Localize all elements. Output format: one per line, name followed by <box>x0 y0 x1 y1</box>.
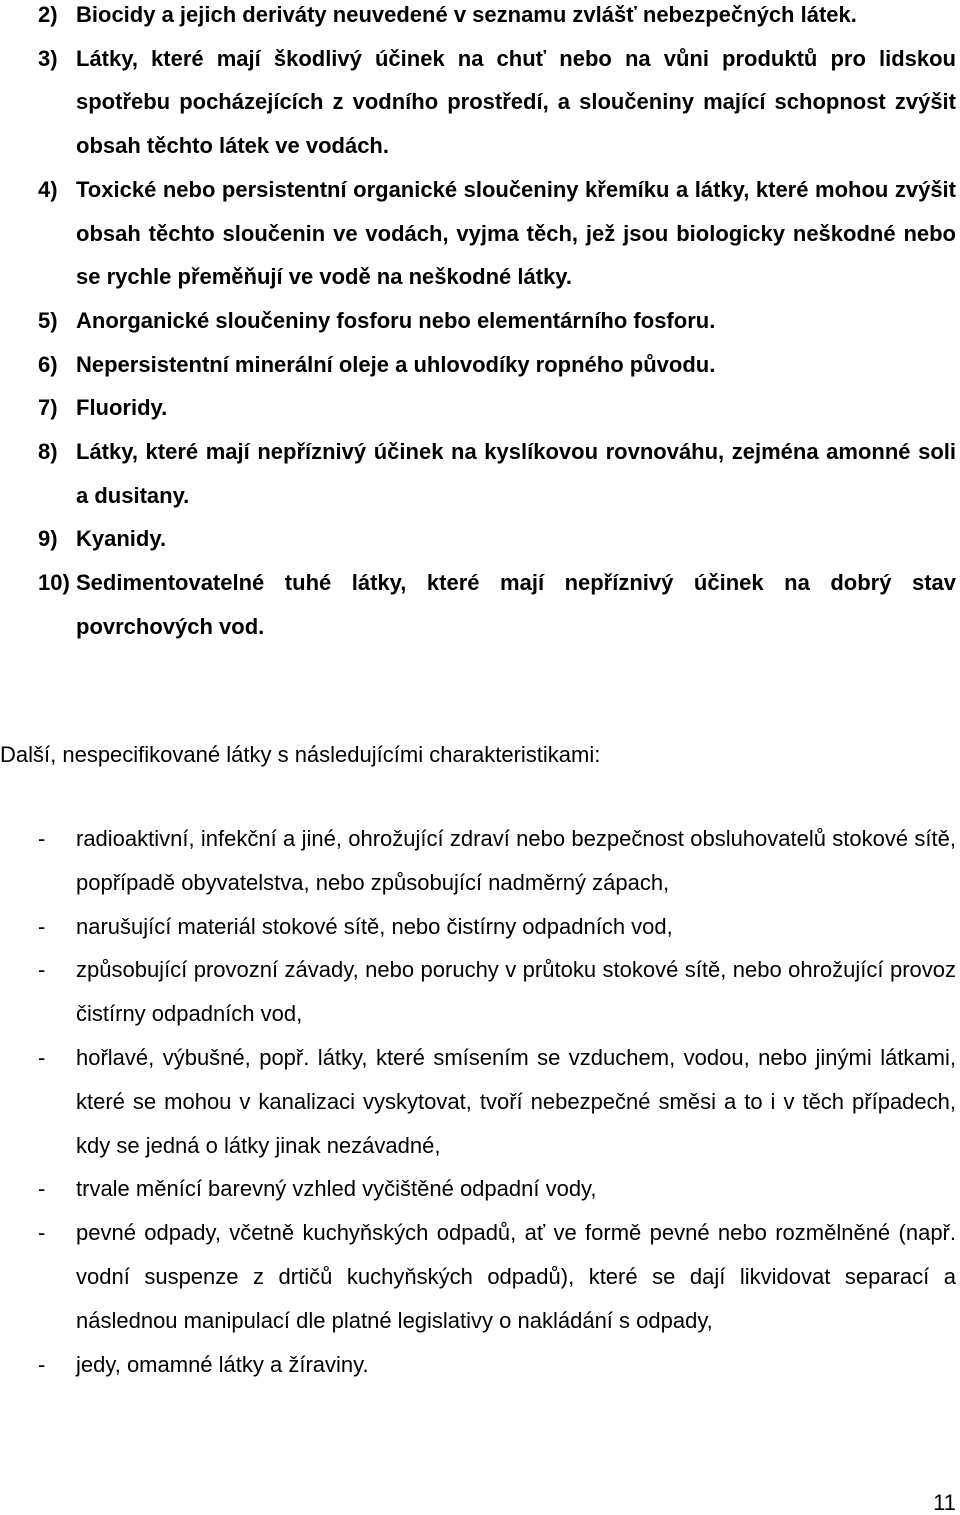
list-item-number: 7) <box>38 395 58 421</box>
list-item-dash: - <box>38 1351 46 1377</box>
page-number: 11 <box>933 1490 956 1515</box>
list-item <box>0 561 956 648</box>
list-item <box>0 905 956 949</box>
list-item-text: Fluoridy. <box>76 395 168 421</box>
list-item-dash: - <box>38 1176 46 1202</box>
list-item-dash: - <box>38 1220 46 1246</box>
list-item-number: 10) <box>38 570 70 596</box>
list-item <box>0 37 956 168</box>
list-item-number: 4) <box>38 176 58 202</box>
list-item-text: Kyanidy. <box>76 526 167 552</box>
list-item-text: Anorganické sloučeniny fosforu nebo elementárního fosforu. <box>76 307 716 333</box>
list-item-number: 9) <box>38 526 58 552</box>
list-item <box>0 343 956 387</box>
list-item-number: 5) <box>38 307 58 333</box>
list-item-text: hořlavé, výbušné, popř. látky, které smísením se vzduchem, vodou, nebo jinými látkami, které se mohou v kanalizaci vyskytovat, tvoří nebezpečné směsi a to i v těch případech, kdy se jedná o látky jinak nezávadné, <box>76 1044 956 1158</box>
list-item-text: trvale měnící barevný vzhled vyčištěné odpadní vody, <box>76 1176 597 1202</box>
list-item-dash: - <box>38 826 46 851</box>
numbered-substance-list <box>0 0 956 649</box>
list-item-text: jedy, omamné látky a žíraviny. <box>76 1351 369 1377</box>
list-item-text: pevné odpady, včetně kuchyňských odpadů, ať ve formě pevné nebo rozmělněné (např. vodní suspenze z drtičů kuchyňských odpadů), které se dají likvidovat separací a následnou manipulací dle platné legislativy o nakládání s odpady, <box>76 1220 956 1333</box>
list-item <box>0 1167 956 1211</box>
list-item-dash: - <box>38 957 46 983</box>
list-item <box>0 0 956 37</box>
list-item-text: Nepersistentní minerální oleje a uhlovodíky ropného původu. <box>76 351 716 377</box>
list-item-text: Biocidy a jejich deriváty neuvedené v seznamu zvlášť nebezpečných látek. <box>76 2 857 27</box>
list-item-dash: - <box>38 913 46 939</box>
list-item <box>0 299 956 343</box>
list-item <box>0 517 956 561</box>
list-item-number: 3) <box>38 45 58 71</box>
list-item-number: 2) <box>38 2 58 27</box>
list-item <box>0 1211 956 1342</box>
list-item <box>0 430 956 517</box>
list-item-number: 8) <box>38 439 58 465</box>
list-item <box>0 386 956 430</box>
list-item <box>0 948 956 1036</box>
list-item-text: Sedimentovatelné tuhé látky, které mají nepříznivý účinek na dobrý stav povrchových vod. <box>76 570 956 639</box>
list-item-text: narušující materiál stokové sítě, nebo čistírny odpadních vod, <box>76 913 673 939</box>
list-item-text: Látky, které mají škodlivý účinek na chuť nebo na vůni produktů pro lidskou spotřebu pocházejících z vodního prostředí, a sloučeniny mající schopnost zvýšit obsah těchto látek ve vodách. <box>76 45 956 159</box>
characteristics-intro: Další, nespecifikované látky s následujícími charakteristikami: <box>0 742 601 767</box>
list-item <box>0 1036 956 1167</box>
list-item-text: Látky, které mají nepříznivý účinek na kyslíkovou rovnováhu, zejména amonné soli a dusitany. <box>76 439 956 508</box>
list-item-text: způsobující provozní závady, nebo poruchy v průtoku stokové sítě, nebo ohrožující provoz čistírny odpadních vod, <box>76 957 956 1027</box>
list-item-text: Toxické nebo persistentní organické sloučeniny křemíku a látky, které mohou zvýšit obsah těchto sloučenin ve vodách, vyjma těch, jež jsou biologicky neškodné nebo se rychle přeměňují ve vodě na neškodné látky. <box>76 176 956 290</box>
list-item-number: 6) <box>38 351 58 377</box>
list-item <box>0 1343 956 1387</box>
characteristics-list <box>0 817 956 1386</box>
list-item-dash: - <box>38 1044 46 1070</box>
list-item <box>0 817 956 905</box>
list-item-text: radioaktivní, infekční a jiné, ohrožující zdraví nebo bezpečnost obsluhovatelů stokové sítě, popřípadě obyvatelstva, nebo způsobující nadměrný zápach, <box>76 826 956 895</box>
list-item <box>0 168 956 299</box>
